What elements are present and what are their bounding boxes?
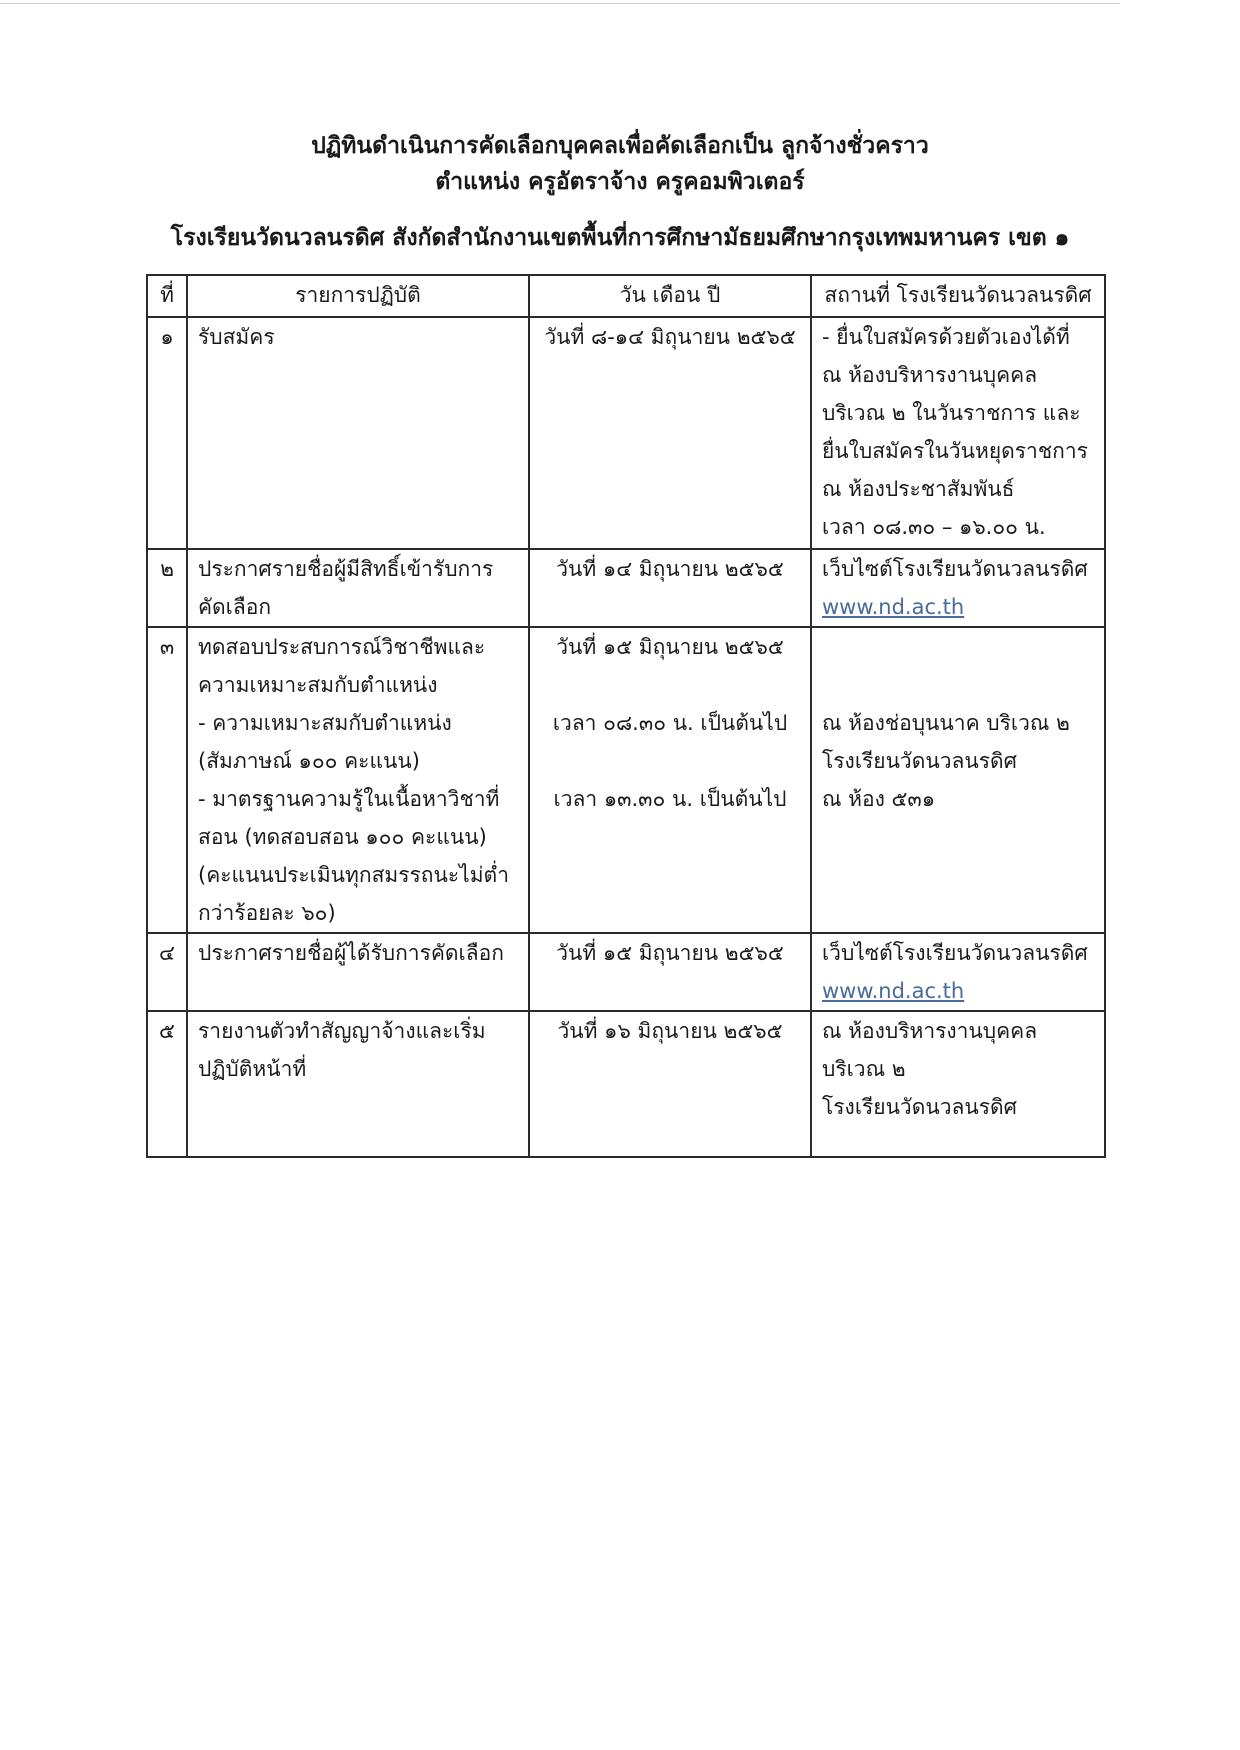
school-line: โรงเรียนวัดนวลนรดิศ สังกัดสำนักงานเขตพื้นที่การศึกษามัธยมศึกษากรุงเทพมหานคร เขต ๑ (170, 225, 1070, 251)
table-row (147, 627, 1105, 933)
schedule-table (146, 274, 1106, 1158)
row-number: ๕ (147, 1011, 187, 1157)
place-cell-line: เว็บไซต์โรงเรียนวัดนวลนรดิศ (822, 557, 1088, 581)
table-row (147, 317, 1105, 549)
top-rule (0, 3, 1120, 4)
table-row (147, 549, 1105, 627)
activity-cell-line: (สัมภาษณ์ ๑๐๐ คะแนน) (198, 749, 420, 773)
activity-cell-line: ความเหมาะสมกับตำแหน่ง (198, 673, 438, 697)
activity-cell-line: ประกาศรายชื่อผู้ได้รับการคัดเลือก (198, 941, 504, 965)
date-cell-line: วันที่ ๑๔ มิถุนายน ๒๕๖๕ (556, 557, 784, 581)
title-line-2: ตำแหน่ง ครูอัตราจ้าง ครูคอมพิวเตอร์ (435, 169, 805, 195)
activity-cell (187, 549, 529, 627)
place-cell (811, 933, 1105, 1011)
header-place: สถานที่ โรงเรียนวัดนวลนรดิศ (811, 275, 1105, 317)
place-cell (811, 1011, 1105, 1157)
date-cell-line: วันที่ ๑๕ มิถุนายน ๒๕๖๕ (556, 635, 784, 659)
date-cell-line: เวลา ๑๓.๓๐ น. เป็นต้นไป (553, 787, 787, 811)
table-row (147, 933, 1105, 1011)
date-cell (529, 1011, 811, 1157)
table-body (147, 317, 1105, 1157)
place-cell-line: ณ ห้อง ๕๓๑ (822, 787, 936, 811)
place-cell (811, 317, 1105, 549)
title-line-1: ปฏิทินดำเนินการคัดเลือกบุคคลเพื่อคัดเลือกเป็น ลูกจ้างชั่วคราว (311, 133, 929, 159)
place-cell-line: ณ ห้องบริหารงานบุคคล (822, 363, 1038, 387)
place-cell (811, 627, 1105, 933)
activity-cell-line: คัดเลือก (198, 595, 272, 619)
document-header (0, 128, 1240, 256)
row-number: ๔ (147, 933, 187, 1011)
activity-cell-line: - มาตรฐานความรู้ในเนื้อหาวิชาที่ (198, 787, 500, 811)
place-cell-line: - ยื่นใบสมัครด้วยตัวเองได้ที่ (822, 325, 1070, 349)
row-number: ๒ (147, 549, 187, 627)
date-cell-line: เวลา ๐๘.๓๐ น. เป็นต้นไป (552, 711, 788, 735)
activity-cell-line: ปฏิบัติหน้าที่ (198, 1057, 307, 1081)
table-row (147, 1011, 1105, 1157)
activity-cell-line: กว่าร้อยละ ๖๐) (198, 901, 336, 925)
activity-cell-line: สอน (ทดสอบสอน ๑๐๐ คะแนน) (198, 825, 487, 849)
header-date: วัน เดือน ปี (529, 275, 811, 317)
place-cell-line: บริเวณ ๒ (822, 1057, 906, 1081)
row-number: ๓ (147, 627, 187, 933)
header-no: ที่ (147, 275, 187, 317)
place-cell-line: ยื่นใบสมัครในวันหยุดราชการ (822, 439, 1088, 463)
place-cell-line: โรงเรียนวัดนวลนรดิศ (822, 1095, 1017, 1119)
place-cell-line: บริเวณ ๒ ในวันราชการ และ (822, 401, 1081, 425)
activity-cell-line: รับสมัคร (198, 325, 275, 349)
header-activity: รายการปฏิบัติ (187, 275, 529, 317)
place-cell-line: ณ ห้องบริหารงานบุคคล (822, 1019, 1038, 1043)
place-cell-line: เวลา ๐๘.๓๐ – ๑๖.๐๐ น. (822, 515, 1046, 539)
activity-cell (187, 1011, 529, 1157)
table-header-row (147, 275, 1105, 317)
activity-cell-line: ทดสอบประสบการณ์วิชาชีพและ (198, 635, 486, 659)
website-link[interactable]: www.nd.ac.th (822, 595, 965, 619)
date-cell (529, 627, 811, 933)
website-link[interactable]: www.nd.ac.th (822, 979, 965, 1003)
activity-cell (187, 933, 529, 1011)
date-cell-line: วันที่ ๑๕ มิถุนายน ๒๕๖๕ (556, 941, 784, 965)
place-cell-line: ณ ห้องช่อบุนนาค บริเวณ ๒ (822, 711, 1070, 735)
date-cell (529, 549, 811, 627)
place-cell-line: ณ ห้องประชาสัมพันธ์ (822, 477, 1015, 501)
date-cell (529, 933, 811, 1011)
row-number: ๑ (147, 317, 187, 549)
place-cell-line: โรงเรียนวัดนวลนรดิศ (822, 749, 1017, 773)
activity-cell-line: รายงานตัวทำสัญญาจ้างและเริ่ม (198, 1019, 486, 1043)
activity-cell (187, 627, 529, 933)
activity-cell (187, 317, 529, 549)
place-cell (811, 549, 1105, 627)
activity-cell-line: (คะแนนประเมินทุกสมรรถนะไม่ต่ำ (198, 863, 509, 887)
date-cell-line: วันที่ ๑๖ มิถุนายน ๒๕๖๕ (557, 1019, 783, 1043)
date-cell-line: วันที่ ๘-๑๔ มิถุนายน ๒๕๖๕ (544, 325, 796, 349)
activity-cell-line: ประกาศรายชื่อผู้มีสิทธิ์เข้ารับการ (198, 557, 494, 581)
place-cell-line: เว็บไซต์โรงเรียนวัดนวลนรดิศ (822, 941, 1088, 965)
date-cell (529, 317, 811, 549)
activity-cell-line: - ความเหมาะสมกับตำแหน่ง (198, 711, 452, 735)
